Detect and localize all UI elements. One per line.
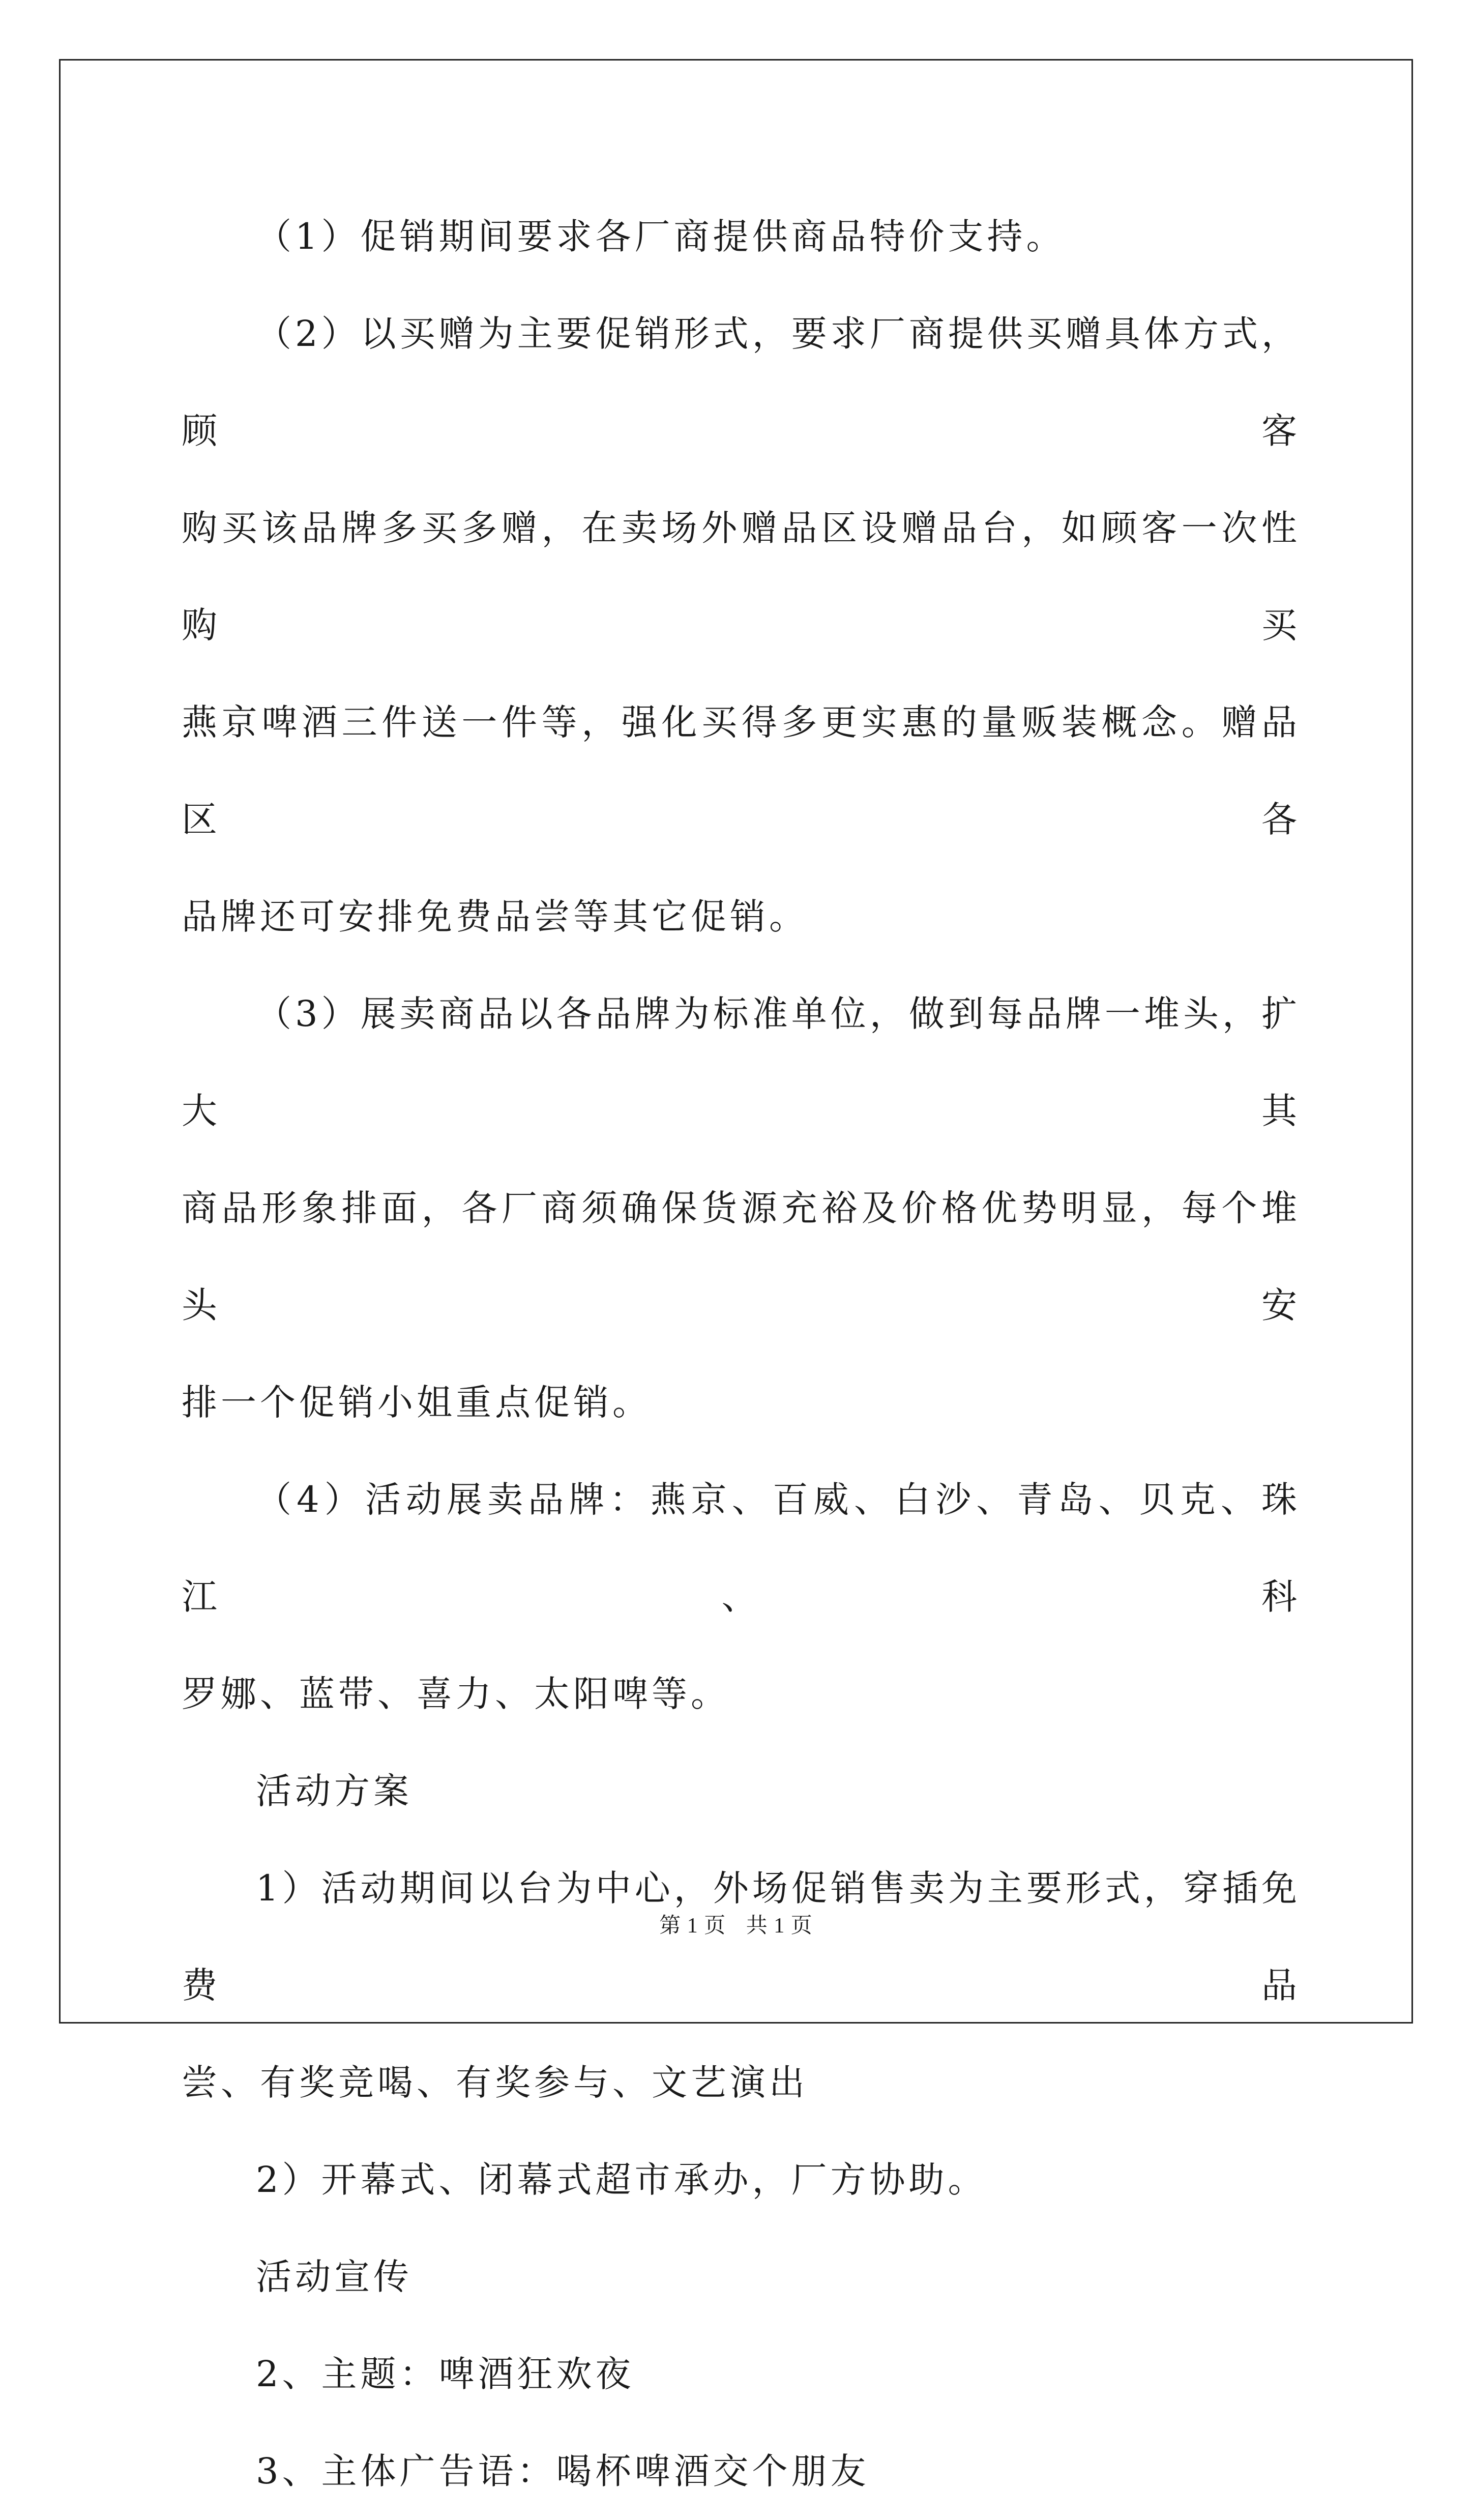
document-body — [182, 188, 1301, 2520]
paragraph-line: 活动方案 — [256, 1770, 413, 1812]
paragraph-line: 商品形象排面，各厂商须确保货源充裕及价格优势明显，每个堆头安 — [182, 1187, 1301, 1326]
paragraph-line: 1）活动期间以台为中心，外场促销售卖为主要形式，穿插免费品 — [182, 1867, 1301, 2006]
paragraph-line: 燕京啤酒三件送一件等，强化买得多更实惠的量贩装概念。赠品区各 — [182, 701, 1301, 840]
paragraph — [182, 1840, 1301, 2131]
paragraph-line: （2）以买赠为主要促销形式，要求厂商提供买赠具体方式，顾客 — [182, 313, 1301, 452]
paragraph — [182, 2229, 1301, 2326]
page-footer — [0, 1909, 1472, 1939]
paragraph-line: （4）活动展卖品牌：燕京、百威、白沙、青岛、贝克、珠江、科 — [182, 1479, 1301, 1618]
paragraph-line: 排一个促销小姐重点促销。 — [182, 1382, 652, 1423]
paragraph-line: （1）促销期间要求各厂商提供商品特价支持。 — [256, 216, 1066, 257]
paragraph — [182, 285, 1301, 965]
paragraph-line: （3）展卖商品以各品牌为标准单位，做到每品牌一堆头，扩大其 — [182, 993, 1301, 1132]
paragraph-line: 活动宣传 — [256, 2256, 413, 2298]
page-total: 共 1 页 — [746, 1914, 813, 1938]
paragraph-line: 购买该品牌多买多赠，在卖场外赠品区设赠品台，如顾客一次性购买 — [182, 507, 1301, 646]
paragraph-line: 2、主题：啤酒狂欢夜 — [256, 2353, 635, 2395]
paragraph — [182, 2423, 1301, 2520]
paragraph-line: 3、主体广告语：喝杯啤酒交个朋友 — [256, 2450, 870, 2492]
paragraph — [182, 188, 1301, 285]
paragraph — [182, 1451, 1301, 1743]
paragraph-line: 罗娜、蓝带、喜力、太阳啤等。 — [182, 1673, 730, 1715]
paragraph — [182, 2131, 1301, 2229]
paragraph — [182, 1743, 1301, 1840]
paragraph-line: 2）开幕式、闭幕式超市承办，厂方协助。 — [256, 2159, 987, 2201]
paragraph — [182, 2326, 1301, 2423]
paragraph-line: 品牌还可安排免费品尝等其它促销。 — [182, 896, 808, 937]
page-number: 第 1 页 — [659, 1914, 726, 1938]
paragraph-line: 尝、有奖竞喝、有奖参与、文艺演出 — [182, 2062, 808, 2103]
paragraph — [182, 965, 1301, 1451]
